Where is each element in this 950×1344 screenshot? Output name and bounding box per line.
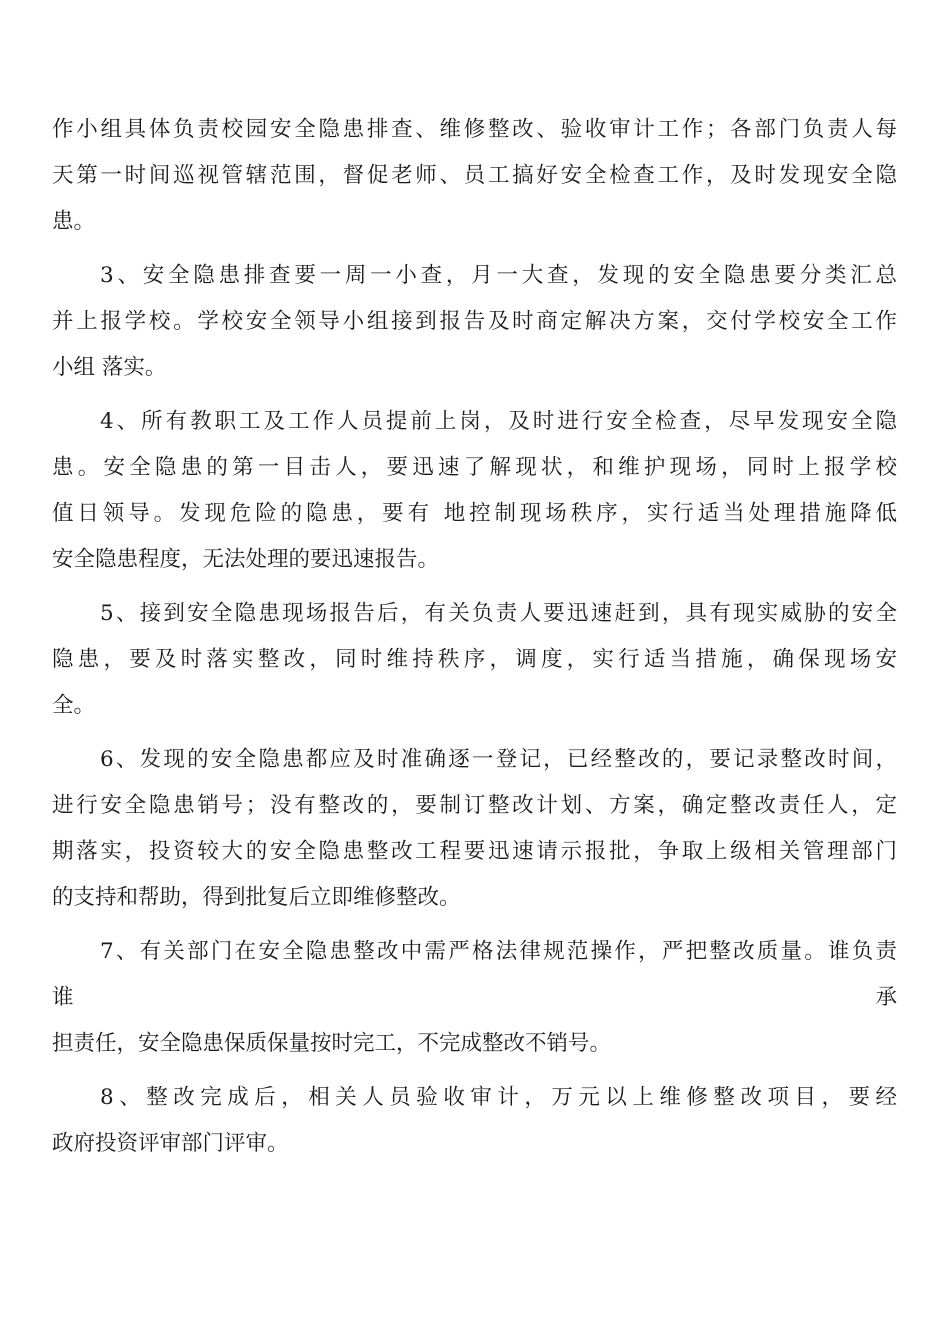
- paragraph-8: [52, 1075, 897, 1167]
- text-line: 并上报学校。学校安全领导小组接到报告及时商定解决方案，交付学校安全工作: [52, 309, 897, 334]
- text-line: 患。: [52, 209, 96, 234]
- text-line: 5、接到安全隐患现场报告后，有关负责人要迅速赶到，具有现实威胁的安全: [100, 601, 897, 626]
- text-line: 进行安全隐患销号；没有整改的，要制订整改计划、方案，确定整改责任人，定: [52, 793, 897, 818]
- text-line: 政府投资评审部门评审。: [52, 1131, 289, 1156]
- text-line: 值日领导。发现危险的隐患，要有 地控制现场秩序，实行适当处理措施降低: [52, 501, 897, 526]
- paragraph-5: [52, 591, 897, 729]
- text-line: 担责任，安全隐患保质保量按时完工，不完成整改不销号。: [52, 1031, 612, 1056]
- text-line: 作小组具体负责校园安全隐患排查、维修整改、验收审计工作；各部门负责人每: [52, 117, 897, 142]
- text-line: 期落实，投资较大的安全隐患整改工程要迅速请示报批，争取上级相关管理部门: [52, 839, 897, 864]
- document-page: [52, 107, 897, 1167]
- paragraph-intro: [52, 107, 897, 245]
- text-line: 小组 落实。: [52, 355, 167, 380]
- text-line: 患。安全隐患的第一目击人，要迅速了解现状，和维护现场，同时上报学校: [52, 455, 897, 480]
- paragraph-7: [52, 929, 897, 1067]
- text-line: 的支持和帮助，得到批复后立即维修整改。: [52, 885, 461, 910]
- text-line: 全。: [52, 693, 96, 718]
- text-line: 天第一时间巡视管辖范围，督促老师、员工搞好安全检查工作，及时发现安全隐: [52, 163, 897, 188]
- text-line: 4、所有教职工及工作人员提前上岗，及时进行安全检查，尽早发现安全隐: [100, 409, 897, 434]
- text-line: 隐患，要及时落实整改，同时维持秩序，调度，实行适当措施，确保现场安: [52, 647, 897, 672]
- text-line: 安全隐患程度，无法处理的要迅速报告。: [52, 547, 440, 572]
- text-line: 7、有关部门在安全隐患整改中需严格法律规范操作，严把整改质量。谁负责: [100, 939, 897, 964]
- paragraph-6: [52, 737, 897, 921]
- paragraph-3: [52, 253, 897, 391]
- paragraph-4: [52, 399, 897, 583]
- text-fragment-right: 承: [875, 985, 897, 1010]
- text-line: 6、发现的安全隐患都应及时准确逐一登记，已经整改的，要记录整改时间，: [100, 747, 897, 772]
- text-fragment-left: 谁: [52, 985, 74, 1010]
- text-line-split: [52, 975, 897, 1021]
- text-line: 8、整改完成后，相关人员验收审计，万元以上维修整改项目，要经: [100, 1085, 897, 1110]
- text-line: 3、安全隐患排查要一周一小查，月一大查，发现的安全隐患要分类汇总: [100, 263, 897, 288]
